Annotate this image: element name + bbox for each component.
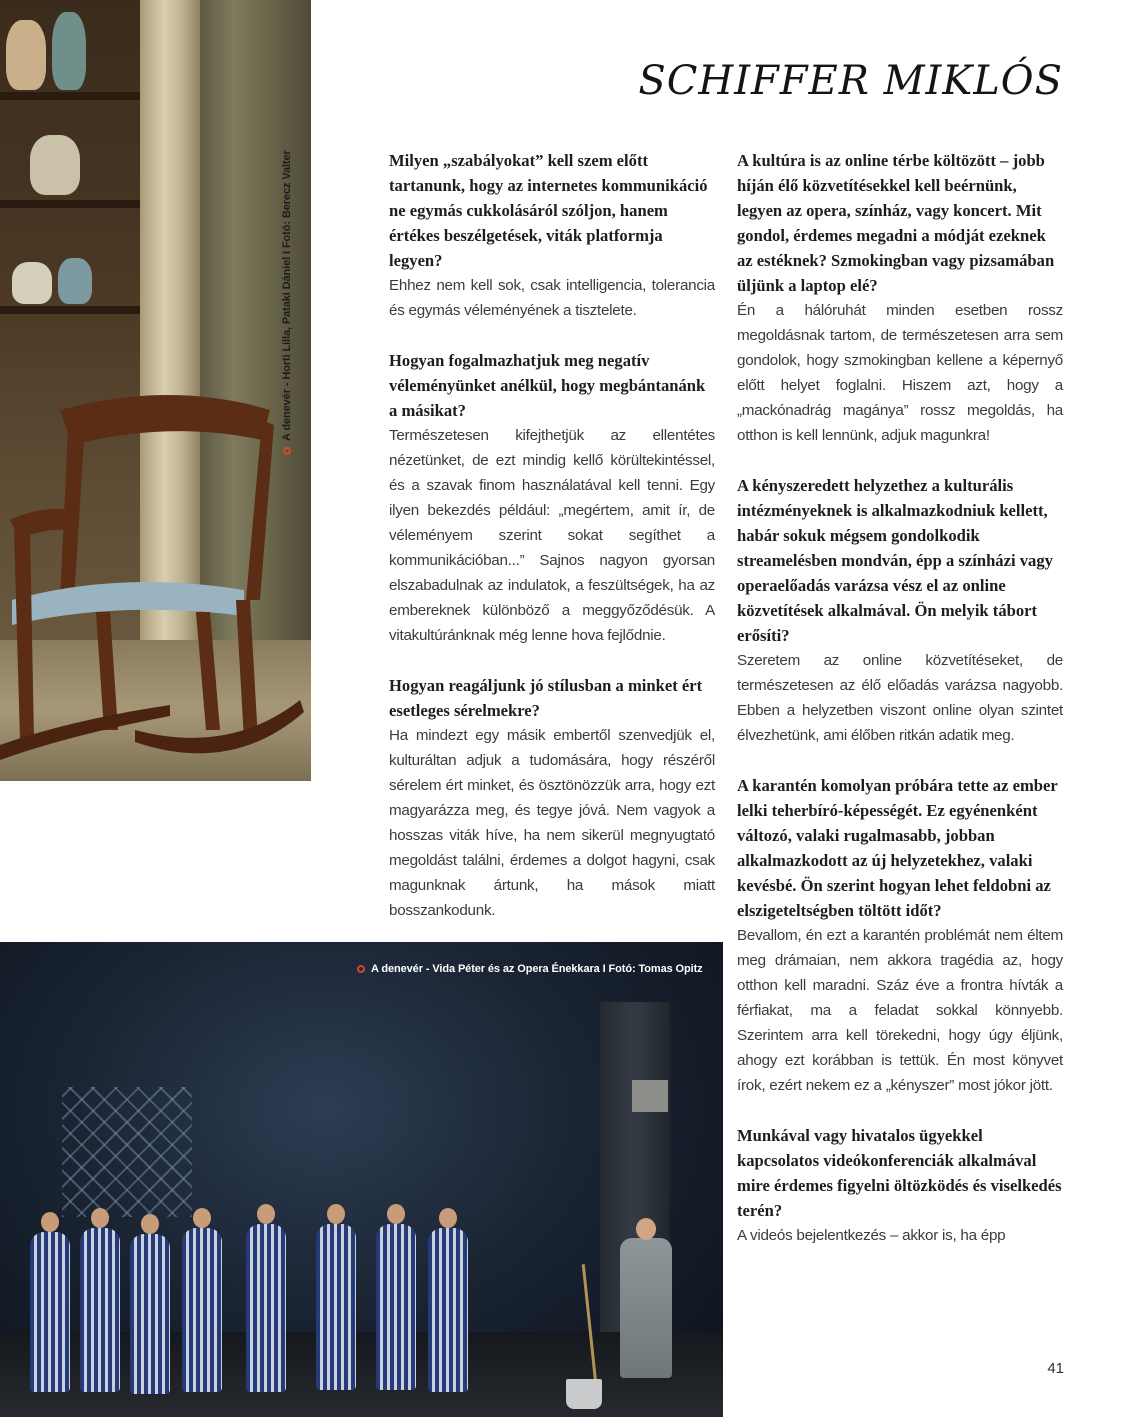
interview-answer: Én a hálóruhát minden esetben rossz megoldásnak tartom, de természetesen arra sem gondolok, hogy szmokingban kellene a képernyő előtt helyet foglalni. Hiszem azt, hogy a „mackónadrág magánya” rossz megoldás, ha otthon is kell lennünk, adjuk magunkra! bbox=[737, 302, 1063, 444]
prisoner-figure bbox=[316, 1224, 356, 1390]
caption-ring-icon bbox=[357, 965, 365, 973]
interview-answer: Természetesen kifejthetjük az ellentétes nézetünket, de ezt mindig kellő körültekintéssel, és a szavak finom használatával kell tenni. Egy ilyen bekezdés például: „megértem, amit ír, de véleményem szerint sokat segíthet a kommunikációban...” Sajnos nagyon gyorsan elszabadulnak az indulatok, a feszültségek, ha az embereknek különböző a meggyőződésük. A vitakultúránknak még lenne hova fejlődnie. bbox=[389, 427, 715, 644]
caption-ring-icon bbox=[283, 447, 291, 455]
interview-answer: Ha mindezt egy másik embertől szenvedjük el, kulturáltan adjuk a tudomására, hogy részéről sérelem ért minket, és ösztönözzük arra, hogy ezt magyarázza meg, és tegye jóvá. Nem vagyok a hosszas viták híve, ha nem sikerül megnyugtató megoldást találni, érdemes a dolgot hagyni, csak magunknak ártunk, ha mások miatt bosszankodunk. bbox=[389, 727, 715, 919]
caption-text: A denevér - Horti Lilla, Pataki Dániel I Fotó: Berecz Valter bbox=[281, 150, 293, 441]
interview-answer: Ehhez nem kell sok, csak intelligencia, tolerancia és egymás véleményének a tisztelete. bbox=[389, 277, 715, 319]
photo-prisoners-chorus bbox=[0, 942, 723, 1417]
interview-question: Milyen „szabályokat” kell szem előtt tartanunk, hogy az internetes kommunikáció ne egymás cukkolásáról szóljon, hanem értékes beszélgetések, viták platformja legyen? bbox=[389, 151, 708, 270]
prisoner-figure bbox=[80, 1228, 120, 1392]
photo-rocking-chair bbox=[0, 0, 311, 781]
wall-sign bbox=[632, 1080, 668, 1112]
interview-question: Hogyan reagáljunk jó stílusban a minket ért esetleges sérelmekre? bbox=[389, 676, 703, 720]
interview-question: A kényszeredett helyzethez a kulturális intézményeknek is alkalmazkodniuk kellett, habár sokuk mégsem gondolkodik streamelésben mondván, épp a színházi vagy operaelőadás varázsa vész el az online közvetítések alkalmával. Ön melyik tábort erősíti? bbox=[737, 476, 1053, 645]
interview-answer: A videós bejelentkezés – akkor is, ha épp bbox=[737, 1227, 1006, 1244]
interview-answer: Bevallom, én ezt a karantén problémát nem éltem meg drámaian, nem akkora tragédia az, hogy otthon kell maradni. Száz éve a frontra hívták a férfiakat, ma a feladat sokkal könnyebb. Szerintem arra kell törekedni, hogy úgy éljünk, ahogy ezt korábban is tettük. Én most könyvet írok, ezért nekem ez a „kényszer” most jókor jött. bbox=[737, 927, 1063, 1094]
prisoner-figure bbox=[130, 1234, 170, 1394]
caption-text: A denevér - Vida Péter és az Opera Énekkara I Fotó: Tomas Opitz bbox=[371, 963, 703, 975]
photo-caption-top bbox=[281, 150, 293, 455]
interview-question: A karantén komolyan próbára tette az ember lelki teherbíró-képességét. Ez egyénenként változó, valaki rugalmasabb, jobban alkalmazkodott az új helyzetekhez, valaki kevésbé. Ön szerint hogyan lehet feldobni az elszigeteltségben töltött időt? bbox=[737, 776, 1058, 920]
interview-answer: Szeretem az online közvetítéseket, de természetesen az élő előadás varázsa nagyobb. Ebben a helyzetben viszont online olyan szintet élvezhetünk, ami élőben ritkán adatik meg. bbox=[737, 652, 1063, 744]
prisoner-figure bbox=[30, 1232, 70, 1392]
prisoner-figure bbox=[246, 1224, 286, 1392]
rocking-chair bbox=[0, 0, 311, 781]
text-column-left bbox=[389, 148, 715, 923]
interview-question: Hogyan fogalmazhatjuk meg negatív véleményünket anélkül, hogy megbántanánk a másikat? bbox=[389, 351, 706, 420]
page-title: SCHIFFER MIKLÓS bbox=[638, 58, 1063, 104]
page-number: 41 bbox=[1047, 1360, 1064, 1377]
interview-question: A kultúra is az online térbe költözött – jobb híján élő közvetítésekkel kell beérnünk, legyen az opera, színház, vagy koncert. Mit gondol, érdemes megadni a módját ezeknek az estéknek? Szmokingban vagy pizsamában üljünk a laptop elé? bbox=[737, 151, 1055, 295]
text-column-right bbox=[737, 148, 1063, 1248]
photo-caption-bottom bbox=[357, 963, 703, 975]
prisoner-figure bbox=[428, 1228, 468, 1392]
prisoner-figure bbox=[182, 1228, 222, 1392]
barred-window bbox=[62, 1087, 192, 1217]
interview-question: Munkával vagy hivatalos ügyekkel kapcsolatos videókonferenciák alkalmával mire érdemes figyelni öltözködés és viselkedés terén? bbox=[737, 1126, 1062, 1220]
guard-figure bbox=[620, 1238, 672, 1378]
prisoner-figure bbox=[376, 1224, 416, 1390]
bucket bbox=[566, 1379, 602, 1409]
